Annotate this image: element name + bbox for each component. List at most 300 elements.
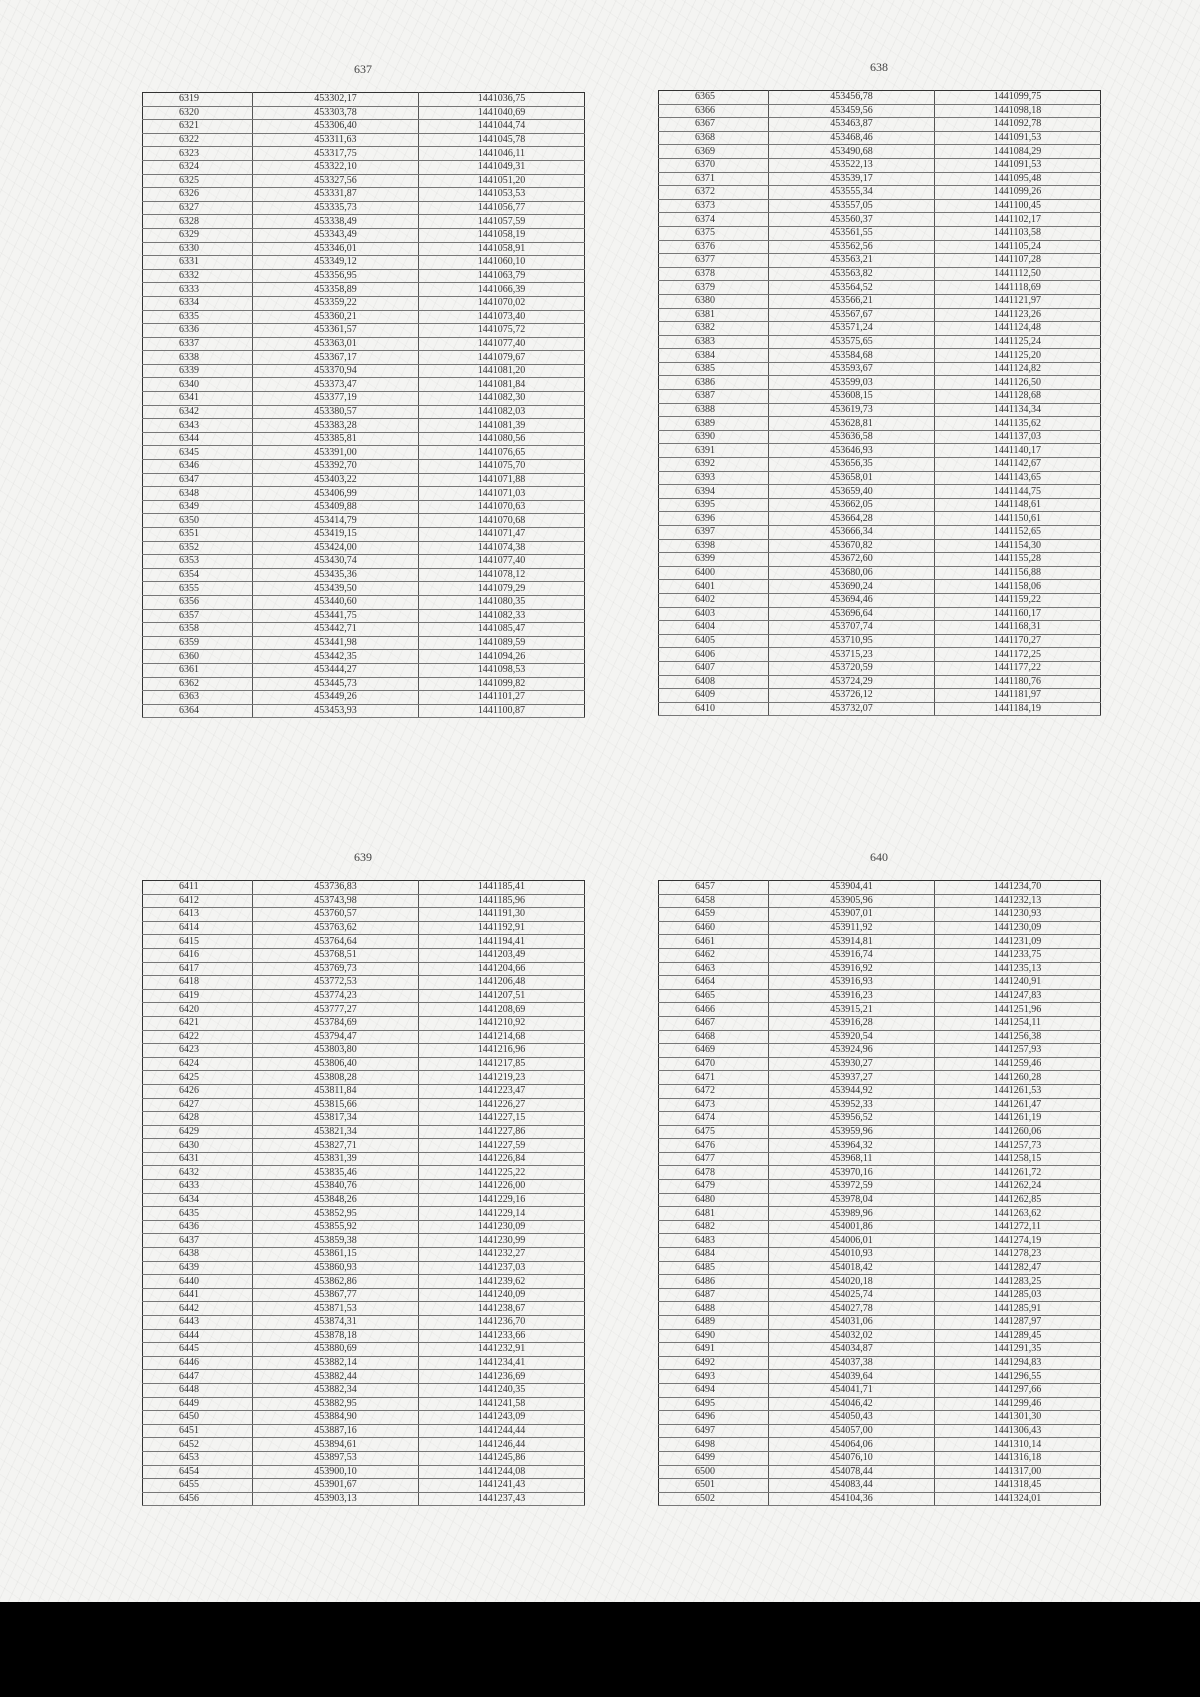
y-coordinate-cell: 1441095,48 bbox=[935, 172, 1101, 186]
x-coordinate-cell: 453662,05 bbox=[769, 498, 935, 512]
table-row bbox=[143, 1492, 585, 1506]
point-number-cell: 6382 bbox=[659, 322, 769, 336]
scan-bottom-edge bbox=[0, 1602, 1200, 1697]
y-coordinate-cell: 1441214,68 bbox=[419, 1030, 585, 1044]
point-number-cell: 6501 bbox=[659, 1479, 769, 1493]
y-coordinate-cell: 1441126,50 bbox=[935, 376, 1101, 390]
table-row bbox=[143, 1071, 585, 1085]
point-number-cell: 6403 bbox=[659, 607, 769, 621]
y-coordinate-cell: 1441261,19 bbox=[935, 1112, 1101, 1126]
point-number-cell: 6439 bbox=[143, 1261, 253, 1275]
x-coordinate-cell: 453901,67 bbox=[253, 1479, 419, 1493]
table-row bbox=[659, 226, 1101, 240]
table-row bbox=[659, 118, 1101, 132]
table-row bbox=[659, 621, 1101, 635]
y-coordinate-cell: 1441245,86 bbox=[419, 1451, 585, 1465]
y-coordinate-cell: 1441081,20 bbox=[419, 364, 585, 378]
x-coordinate-cell: 453897,53 bbox=[253, 1451, 419, 1465]
point-number-cell: 6394 bbox=[659, 485, 769, 499]
table-row bbox=[659, 512, 1101, 526]
x-coordinate-cell: 453636,58 bbox=[769, 430, 935, 444]
point-number-cell: 6360 bbox=[143, 650, 253, 664]
y-coordinate-cell: 1441118,69 bbox=[935, 281, 1101, 295]
y-coordinate-cell: 1441155,28 bbox=[935, 553, 1101, 567]
table-row bbox=[143, 500, 585, 514]
y-coordinate-cell: 1441310,14 bbox=[935, 1438, 1101, 1452]
x-coordinate-cell: 453563,21 bbox=[769, 254, 935, 268]
table-row bbox=[659, 267, 1101, 281]
y-coordinate-cell: 1441091,53 bbox=[935, 131, 1101, 145]
table-row bbox=[659, 1248, 1101, 1262]
table-row bbox=[659, 962, 1101, 976]
page-637 bbox=[142, 62, 584, 718]
point-number-cell: 6434 bbox=[143, 1193, 253, 1207]
y-coordinate-cell: 1441112,50 bbox=[935, 267, 1101, 281]
table-row bbox=[143, 446, 585, 460]
y-coordinate-cell: 1441278,23 bbox=[935, 1248, 1101, 1262]
point-number-cell: 6329 bbox=[143, 228, 253, 242]
x-coordinate-cell: 453959,96 bbox=[769, 1125, 935, 1139]
y-coordinate-cell: 1441254,11 bbox=[935, 1016, 1101, 1030]
point-number-cell: 6366 bbox=[659, 104, 769, 118]
table-row bbox=[143, 460, 585, 474]
x-coordinate-cell: 453346,01 bbox=[253, 242, 419, 256]
y-coordinate-cell: 1441152,65 bbox=[935, 526, 1101, 540]
x-coordinate-cell: 453306,40 bbox=[253, 120, 419, 134]
table-row bbox=[659, 935, 1101, 949]
x-coordinate-cell: 453916,23 bbox=[769, 989, 935, 1003]
point-number-cell: 6362 bbox=[143, 677, 253, 691]
x-coordinate-cell: 453331,87 bbox=[253, 188, 419, 202]
point-number-cell: 6437 bbox=[143, 1234, 253, 1248]
point-number-cell: 6405 bbox=[659, 634, 769, 648]
y-coordinate-cell: 1441283,25 bbox=[935, 1275, 1101, 1289]
table-row bbox=[143, 1044, 585, 1058]
point-number-cell: 6326 bbox=[143, 188, 253, 202]
point-number-cell: 6482 bbox=[659, 1220, 769, 1234]
x-coordinate-cell: 453924,96 bbox=[769, 1044, 935, 1058]
x-coordinate-cell: 453916,74 bbox=[769, 948, 935, 962]
x-coordinate-cell: 454034,87 bbox=[769, 1343, 935, 1357]
table-row bbox=[659, 553, 1101, 567]
y-coordinate-cell: 1441168,31 bbox=[935, 621, 1101, 635]
point-number-cell: 6363 bbox=[143, 691, 253, 705]
x-coordinate-cell: 454041,71 bbox=[769, 1383, 935, 1397]
table-row bbox=[659, 1356, 1101, 1370]
y-coordinate-cell: 1441070,68 bbox=[419, 514, 585, 528]
y-coordinate-cell: 1441077,40 bbox=[419, 337, 585, 351]
x-coordinate-cell: 453874,31 bbox=[253, 1316, 419, 1330]
point-number-cell: 6461 bbox=[659, 935, 769, 949]
x-coordinate-cell: 453827,71 bbox=[253, 1139, 419, 1153]
table-row bbox=[659, 471, 1101, 485]
y-coordinate-cell: 1441177,22 bbox=[935, 661, 1101, 675]
point-number-cell: 6372 bbox=[659, 186, 769, 200]
point-number-cell: 6344 bbox=[143, 432, 253, 446]
x-coordinate-cell: 453360,21 bbox=[253, 310, 419, 324]
y-coordinate-cell: 1441230,99 bbox=[419, 1234, 585, 1248]
page-number: 638 bbox=[870, 60, 888, 74]
y-coordinate-cell: 1441102,17 bbox=[935, 213, 1101, 227]
table-row bbox=[659, 702, 1101, 716]
table-row bbox=[659, 1030, 1101, 1044]
x-coordinate-cell: 453696,64 bbox=[769, 607, 935, 621]
point-number-cell: 6427 bbox=[143, 1098, 253, 1112]
y-coordinate-cell: 1441240,09 bbox=[419, 1288, 585, 1302]
point-number-cell: 6474 bbox=[659, 1112, 769, 1126]
point-number-cell: 6350 bbox=[143, 514, 253, 528]
y-coordinate-cell: 1441082,30 bbox=[419, 392, 585, 406]
y-coordinate-cell: 1441170,27 bbox=[935, 634, 1101, 648]
point-number-cell: 6468 bbox=[659, 1030, 769, 1044]
x-coordinate-cell: 453914,81 bbox=[769, 935, 935, 949]
x-coordinate-cell: 453882,34 bbox=[253, 1383, 419, 1397]
y-coordinate-cell: 1441184,19 bbox=[935, 702, 1101, 716]
point-number-cell: 6444 bbox=[143, 1329, 253, 1343]
x-coordinate-cell: 453724,29 bbox=[769, 675, 935, 689]
y-coordinate-cell: 1441261,53 bbox=[935, 1084, 1101, 1098]
table-row bbox=[143, 1356, 585, 1370]
point-number-cell: 6459 bbox=[659, 908, 769, 922]
table-row bbox=[659, 648, 1101, 662]
y-coordinate-cell: 1441203,49 bbox=[419, 948, 585, 962]
x-coordinate-cell: 453900,10 bbox=[253, 1465, 419, 1479]
y-coordinate-cell: 1441234,41 bbox=[419, 1356, 585, 1370]
x-coordinate-cell: 453867,77 bbox=[253, 1288, 419, 1302]
point-number-cell: 6492 bbox=[659, 1356, 769, 1370]
table-row bbox=[143, 1016, 585, 1030]
point-number-cell: 6409 bbox=[659, 689, 769, 703]
table-row bbox=[143, 1465, 585, 1479]
x-coordinate-cell: 453409,88 bbox=[253, 500, 419, 514]
point-number-cell: 6378 bbox=[659, 267, 769, 281]
y-coordinate-cell: 1441070,63 bbox=[419, 500, 585, 514]
y-coordinate-cell: 1441226,84 bbox=[419, 1152, 585, 1166]
x-coordinate-cell: 453363,01 bbox=[253, 337, 419, 351]
y-coordinate-cell: 1441210,92 bbox=[419, 1016, 585, 1030]
x-coordinate-cell: 454006,01 bbox=[769, 1234, 935, 1248]
x-coordinate-cell: 453970,16 bbox=[769, 1166, 935, 1180]
point-number-cell: 6417 bbox=[143, 962, 253, 976]
point-number-cell: 6416 bbox=[143, 948, 253, 962]
x-coordinate-cell: 453539,17 bbox=[769, 172, 935, 186]
x-coordinate-cell: 453887,16 bbox=[253, 1424, 419, 1438]
y-coordinate-cell: 1441156,88 bbox=[935, 566, 1101, 580]
point-number-cell: 6463 bbox=[659, 962, 769, 976]
x-coordinate-cell: 453672,60 bbox=[769, 553, 935, 567]
y-coordinate-cell: 1441217,85 bbox=[419, 1057, 585, 1071]
y-coordinate-cell: 1441235,13 bbox=[935, 962, 1101, 976]
point-number-cell: 6452 bbox=[143, 1438, 253, 1452]
point-number-cell: 6398 bbox=[659, 539, 769, 553]
x-coordinate-cell: 453937,27 bbox=[769, 1071, 935, 1085]
table-row bbox=[143, 555, 585, 569]
y-coordinate-cell: 1441092,78 bbox=[935, 118, 1101, 132]
x-coordinate-cell: 453385,81 bbox=[253, 432, 419, 446]
table-row bbox=[659, 1302, 1101, 1316]
table-row bbox=[143, 106, 585, 120]
y-coordinate-cell: 1441098,18 bbox=[935, 104, 1101, 118]
table-row bbox=[659, 1492, 1101, 1506]
x-coordinate-cell: 453593,67 bbox=[769, 362, 935, 376]
table-row bbox=[143, 337, 585, 351]
table-row bbox=[659, 498, 1101, 512]
x-coordinate-cell: 453972,59 bbox=[769, 1180, 935, 1194]
y-coordinate-cell: 1441099,75 bbox=[935, 91, 1101, 105]
point-number-cell: 6345 bbox=[143, 446, 253, 460]
table-row bbox=[143, 881, 585, 895]
x-coordinate-cell: 453764,64 bbox=[253, 935, 419, 949]
table-row bbox=[659, 607, 1101, 621]
table-row bbox=[659, 158, 1101, 172]
x-coordinate-cell: 453557,05 bbox=[769, 199, 935, 213]
x-coordinate-cell: 453806,40 bbox=[253, 1057, 419, 1071]
table-row bbox=[143, 1343, 585, 1357]
point-number-cell: 6425 bbox=[143, 1071, 253, 1085]
y-coordinate-cell: 1441234,70 bbox=[935, 881, 1101, 895]
table-row bbox=[143, 473, 585, 487]
x-coordinate-cell: 453658,01 bbox=[769, 471, 935, 485]
y-coordinate-cell: 1441296,55 bbox=[935, 1370, 1101, 1384]
table-row bbox=[659, 1044, 1101, 1058]
table-row bbox=[143, 1166, 585, 1180]
point-number-cell: 6406 bbox=[659, 648, 769, 662]
point-number-cell: 6473 bbox=[659, 1098, 769, 1112]
x-coordinate-cell: 453769,73 bbox=[253, 962, 419, 976]
x-coordinate-cell: 453599,03 bbox=[769, 376, 935, 390]
x-coordinate-cell: 453848,26 bbox=[253, 1193, 419, 1207]
y-coordinate-cell: 1441306,43 bbox=[935, 1424, 1101, 1438]
coordinates-table bbox=[142, 880, 585, 1506]
y-coordinate-cell: 1441101,27 bbox=[419, 691, 585, 705]
table-row bbox=[659, 1166, 1101, 1180]
table-row bbox=[659, 526, 1101, 540]
y-coordinate-cell: 1441251,96 bbox=[935, 1003, 1101, 1017]
y-coordinate-cell: 1441040,69 bbox=[419, 106, 585, 120]
x-coordinate-cell: 453916,92 bbox=[769, 962, 935, 976]
x-coordinate-cell: 453694,46 bbox=[769, 593, 935, 607]
x-coordinate-cell: 453882,44 bbox=[253, 1370, 419, 1384]
table-row bbox=[659, 1193, 1101, 1207]
y-coordinate-cell: 1441128,68 bbox=[935, 390, 1101, 404]
table-row bbox=[143, 1275, 585, 1289]
table-row bbox=[659, 908, 1101, 922]
y-coordinate-cell: 1441105,24 bbox=[935, 240, 1101, 254]
table-row bbox=[143, 1479, 585, 1493]
y-coordinate-cell: 1441143,65 bbox=[935, 471, 1101, 485]
coordinates-table bbox=[658, 880, 1101, 1506]
table-row bbox=[143, 1207, 585, 1221]
y-coordinate-cell: 1441082,03 bbox=[419, 405, 585, 419]
table-row bbox=[143, 1057, 585, 1071]
table-row bbox=[143, 1329, 585, 1343]
table-row bbox=[143, 1370, 585, 1384]
table-row bbox=[659, 1003, 1101, 1017]
table-row bbox=[143, 908, 585, 922]
point-number-cell: 6347 bbox=[143, 473, 253, 487]
point-number-cell: 6420 bbox=[143, 1003, 253, 1017]
y-coordinate-cell: 1441194,41 bbox=[419, 935, 585, 949]
x-coordinate-cell: 453444,27 bbox=[253, 663, 419, 677]
table-row bbox=[659, 1465, 1101, 1479]
table-row bbox=[659, 1275, 1101, 1289]
x-coordinate-cell: 453335,73 bbox=[253, 201, 419, 215]
point-number-cell: 6328 bbox=[143, 215, 253, 229]
point-number-cell: 6491 bbox=[659, 1343, 769, 1357]
y-coordinate-cell: 1441236,70 bbox=[419, 1316, 585, 1330]
point-number-cell: 6401 bbox=[659, 580, 769, 594]
x-coordinate-cell: 453356,95 bbox=[253, 269, 419, 283]
table-row bbox=[659, 91, 1101, 105]
point-number-cell: 6319 bbox=[143, 93, 253, 107]
x-coordinate-cell: 454018,42 bbox=[769, 1261, 935, 1275]
table-row bbox=[659, 240, 1101, 254]
point-number-cell: 6353 bbox=[143, 555, 253, 569]
table-row bbox=[659, 199, 1101, 213]
x-coordinate-cell: 453564,52 bbox=[769, 281, 935, 295]
point-number-cell: 6331 bbox=[143, 256, 253, 270]
x-coordinate-cell: 453567,67 bbox=[769, 308, 935, 322]
point-number-cell: 6428 bbox=[143, 1112, 253, 1126]
table-row bbox=[659, 566, 1101, 580]
point-number-cell: 6408 bbox=[659, 675, 769, 689]
table-row bbox=[143, 174, 585, 188]
point-number-cell: 6395 bbox=[659, 498, 769, 512]
point-number-cell: 6470 bbox=[659, 1057, 769, 1071]
table-row bbox=[659, 1125, 1101, 1139]
point-number-cell: 6343 bbox=[143, 419, 253, 433]
table-row bbox=[659, 976, 1101, 990]
table-row bbox=[143, 1383, 585, 1397]
table-row bbox=[659, 254, 1101, 268]
point-number-cell: 6335 bbox=[143, 310, 253, 324]
point-number-cell: 6481 bbox=[659, 1207, 769, 1221]
table-row bbox=[659, 376, 1101, 390]
table-row bbox=[659, 1343, 1101, 1357]
point-number-cell: 6410 bbox=[659, 702, 769, 716]
y-coordinate-cell: 1441091,53 bbox=[935, 158, 1101, 172]
y-coordinate-cell: 1441241,43 bbox=[419, 1479, 585, 1493]
page-638 bbox=[658, 60, 1100, 716]
y-coordinate-cell: 1441230,93 bbox=[935, 908, 1101, 922]
y-coordinate-cell: 1441260,28 bbox=[935, 1071, 1101, 1085]
table-row bbox=[143, 609, 585, 623]
coordinates-table bbox=[142, 92, 585, 718]
point-number-cell: 6445 bbox=[143, 1343, 253, 1357]
table-row bbox=[143, 133, 585, 147]
table-row bbox=[143, 1112, 585, 1126]
x-coordinate-cell: 453882,95 bbox=[253, 1397, 419, 1411]
x-coordinate-cell: 453878,18 bbox=[253, 1329, 419, 1343]
x-coordinate-cell: 453608,15 bbox=[769, 390, 935, 404]
x-coordinate-cell: 453302,17 bbox=[253, 93, 419, 107]
x-coordinate-cell: 454078,44 bbox=[769, 1465, 935, 1479]
point-number-cell: 6435 bbox=[143, 1207, 253, 1221]
y-coordinate-cell: 1441204,66 bbox=[419, 962, 585, 976]
x-coordinate-cell: 454037,38 bbox=[769, 1356, 935, 1370]
x-coordinate-cell: 453380,57 bbox=[253, 405, 419, 419]
table-row bbox=[143, 1084, 585, 1098]
table-row bbox=[143, 1220, 585, 1234]
y-coordinate-cell: 1441071,03 bbox=[419, 487, 585, 501]
y-coordinate-cell: 1441100,45 bbox=[935, 199, 1101, 213]
y-coordinate-cell: 1441084,29 bbox=[935, 145, 1101, 159]
x-coordinate-cell: 454010,93 bbox=[769, 1248, 935, 1262]
y-coordinate-cell: 1441058,91 bbox=[419, 242, 585, 256]
point-number-cell: 6476 bbox=[659, 1139, 769, 1153]
x-coordinate-cell: 453311,63 bbox=[253, 133, 419, 147]
y-coordinate-cell: 1441272,11 bbox=[935, 1220, 1101, 1234]
point-number-cell: 6472 bbox=[659, 1084, 769, 1098]
x-coordinate-cell: 453777,27 bbox=[253, 1003, 419, 1017]
table-row bbox=[659, 1288, 1101, 1302]
x-coordinate-cell: 453720,59 bbox=[769, 661, 935, 675]
point-number-cell: 6424 bbox=[143, 1057, 253, 1071]
point-number-cell: 6399 bbox=[659, 553, 769, 567]
point-number-cell: 6386 bbox=[659, 376, 769, 390]
x-coordinate-cell: 453904,41 bbox=[769, 881, 935, 895]
y-coordinate-cell: 1441082,33 bbox=[419, 609, 585, 623]
point-number-cell: 6426 bbox=[143, 1084, 253, 1098]
x-coordinate-cell: 453968,11 bbox=[769, 1152, 935, 1166]
x-coordinate-cell: 453555,34 bbox=[769, 186, 935, 200]
table-row bbox=[659, 1057, 1101, 1071]
point-number-cell: 6322 bbox=[143, 133, 253, 147]
x-coordinate-cell: 453916,93 bbox=[769, 976, 935, 990]
y-coordinate-cell: 1441289,45 bbox=[935, 1329, 1101, 1343]
point-number-cell: 6466 bbox=[659, 1003, 769, 1017]
x-coordinate-cell: 453736,83 bbox=[253, 881, 419, 895]
point-number-cell: 6418 bbox=[143, 976, 253, 990]
x-coordinate-cell: 453575,65 bbox=[769, 335, 935, 349]
table-row bbox=[143, 215, 585, 229]
point-number-cell: 6334 bbox=[143, 296, 253, 310]
y-coordinate-cell: 1441089,59 bbox=[419, 636, 585, 650]
point-number-cell: 6377 bbox=[659, 254, 769, 268]
point-number-cell: 6396 bbox=[659, 512, 769, 526]
y-coordinate-cell: 1441070,02 bbox=[419, 296, 585, 310]
point-number-cell: 6464 bbox=[659, 976, 769, 990]
x-coordinate-cell: 453911,92 bbox=[769, 921, 935, 935]
point-number-cell: 6442 bbox=[143, 1302, 253, 1316]
x-coordinate-cell: 453880,69 bbox=[253, 1343, 419, 1357]
x-coordinate-cell: 454027,78 bbox=[769, 1302, 935, 1316]
table-row bbox=[659, 1370, 1101, 1384]
table-row bbox=[143, 324, 585, 338]
table-row bbox=[659, 1098, 1101, 1112]
table-row bbox=[659, 1479, 1101, 1493]
y-coordinate-cell: 1441232,91 bbox=[419, 1343, 585, 1357]
y-coordinate-cell: 1441066,39 bbox=[419, 283, 585, 297]
table-row bbox=[659, 881, 1101, 895]
y-coordinate-cell: 1441140,17 bbox=[935, 444, 1101, 458]
y-coordinate-cell: 1441240,91 bbox=[935, 976, 1101, 990]
table-row bbox=[143, 1003, 585, 1017]
table-row bbox=[659, 362, 1101, 376]
table-row bbox=[659, 417, 1101, 431]
y-coordinate-cell: 1441142,67 bbox=[935, 458, 1101, 472]
point-number-cell: 6479 bbox=[659, 1180, 769, 1194]
point-number-cell: 6451 bbox=[143, 1424, 253, 1438]
y-coordinate-cell: 1441172,25 bbox=[935, 648, 1101, 662]
point-number-cell: 6448 bbox=[143, 1383, 253, 1397]
y-coordinate-cell: 1441098,53 bbox=[419, 663, 585, 677]
point-number-cell: 6429 bbox=[143, 1125, 253, 1139]
x-coordinate-cell: 453811,84 bbox=[253, 1084, 419, 1098]
point-number-cell: 6469 bbox=[659, 1044, 769, 1058]
table-row bbox=[143, 989, 585, 1003]
table-row bbox=[659, 308, 1101, 322]
